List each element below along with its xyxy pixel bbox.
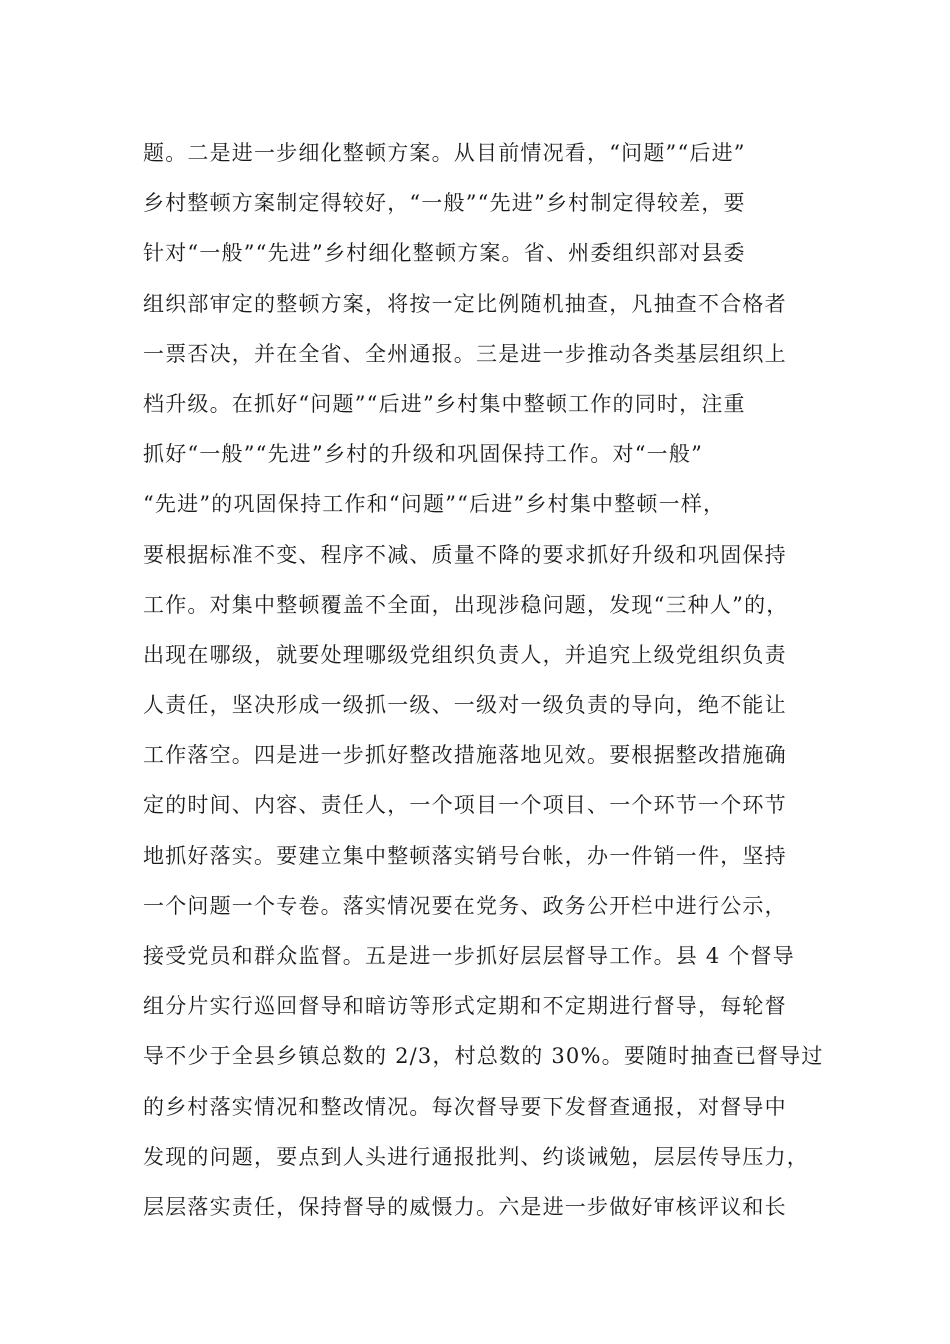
text-line: 人责任，坚决形成一级抓一级、一级对一级负责的导向，绝不能让: [143, 693, 787, 718]
text-line: 乡村整顿方案制定得较好，“一般”“先进”乡村制定得较差，要: [143, 191, 746, 216]
text-line: 一个问题一个专卷。落实情况要在党务、政务公开栏中进行公示，: [143, 893, 787, 918]
text-line: 一票否决，并在全省、全州通报。三是进一步推动各类基层组织上: [143, 341, 787, 366]
text-line: 出现在哪级，就要处理哪级党组织负责人，并追究上级党组织负责: [143, 642, 787, 667]
text-line: 针对“一般”“先进”乡村细化整顿方案。省、州委组织部对县委: [143, 241, 746, 266]
text-line: 抓好“一般”“先进”乡村的升级和巩固保持工作。对“一般”: [143, 442, 704, 467]
text-line: 要根据标准不变、程序不减、质量不降的要求抓好升级和巩固保持: [143, 542, 787, 567]
text-line: 组分片实行巡回督导和暗访等形式定期和不定期进行督导，每轮督: [143, 994, 787, 1019]
text-line: 定的时间、内容、责任人，一个项目一个项目、一个环节一个环节: [143, 793, 787, 818]
text-line: 档升级。在抓好“问题”“后进”乡村集中整顿工作的同时，注重: [143, 391, 746, 416]
text-line: 发现的问题，要点到人头进行通报批判、约谈诫勉，层层传导压力，: [143, 1144, 809, 1169]
text-line: 层层落实责任，保持督导的威慑力。六是进一步做好审核评议和长: [143, 1194, 787, 1219]
text-line: 题。二是进一步细化整顿方案。从目前情况看，“问题”“后进”: [143, 141, 746, 165]
text-line: 工作落空。四是进一步抓好整改措施落地见效。要根据整改措施确: [143, 743, 787, 768]
text-line: 工作。对集中整顿覆盖不全面，出现涉稳问题，发现“三种人”的，: [143, 592, 789, 617]
text-line: “先进”的巩固保持工作和“问题”“后进”乡村集中整顿一样，: [143, 492, 726, 517]
text-line: 接受党员和群众监督。五是进一步抓好层层督导工作。县 4 个督导: [143, 944, 795, 968]
text-line: 导不少于全县乡镇总数的 2/3，村总数的 30%。要随时抽查已督导过: [143, 1044, 824, 1069]
text-line: 地抓好落实。要建立集中整顿落实销号台帐，办一件销一件，坚持: [143, 843, 787, 868]
text-line: 组织部审定的整顿方案，将按一定比例随机抽查，凡抽查不合格者: [143, 291, 787, 316]
body-paragraph: [143, 128, 824, 1232]
text-line: 的乡村落实情况和整改情况。每次督导要下发督查通报，对督导中: [143, 1094, 787, 1119]
